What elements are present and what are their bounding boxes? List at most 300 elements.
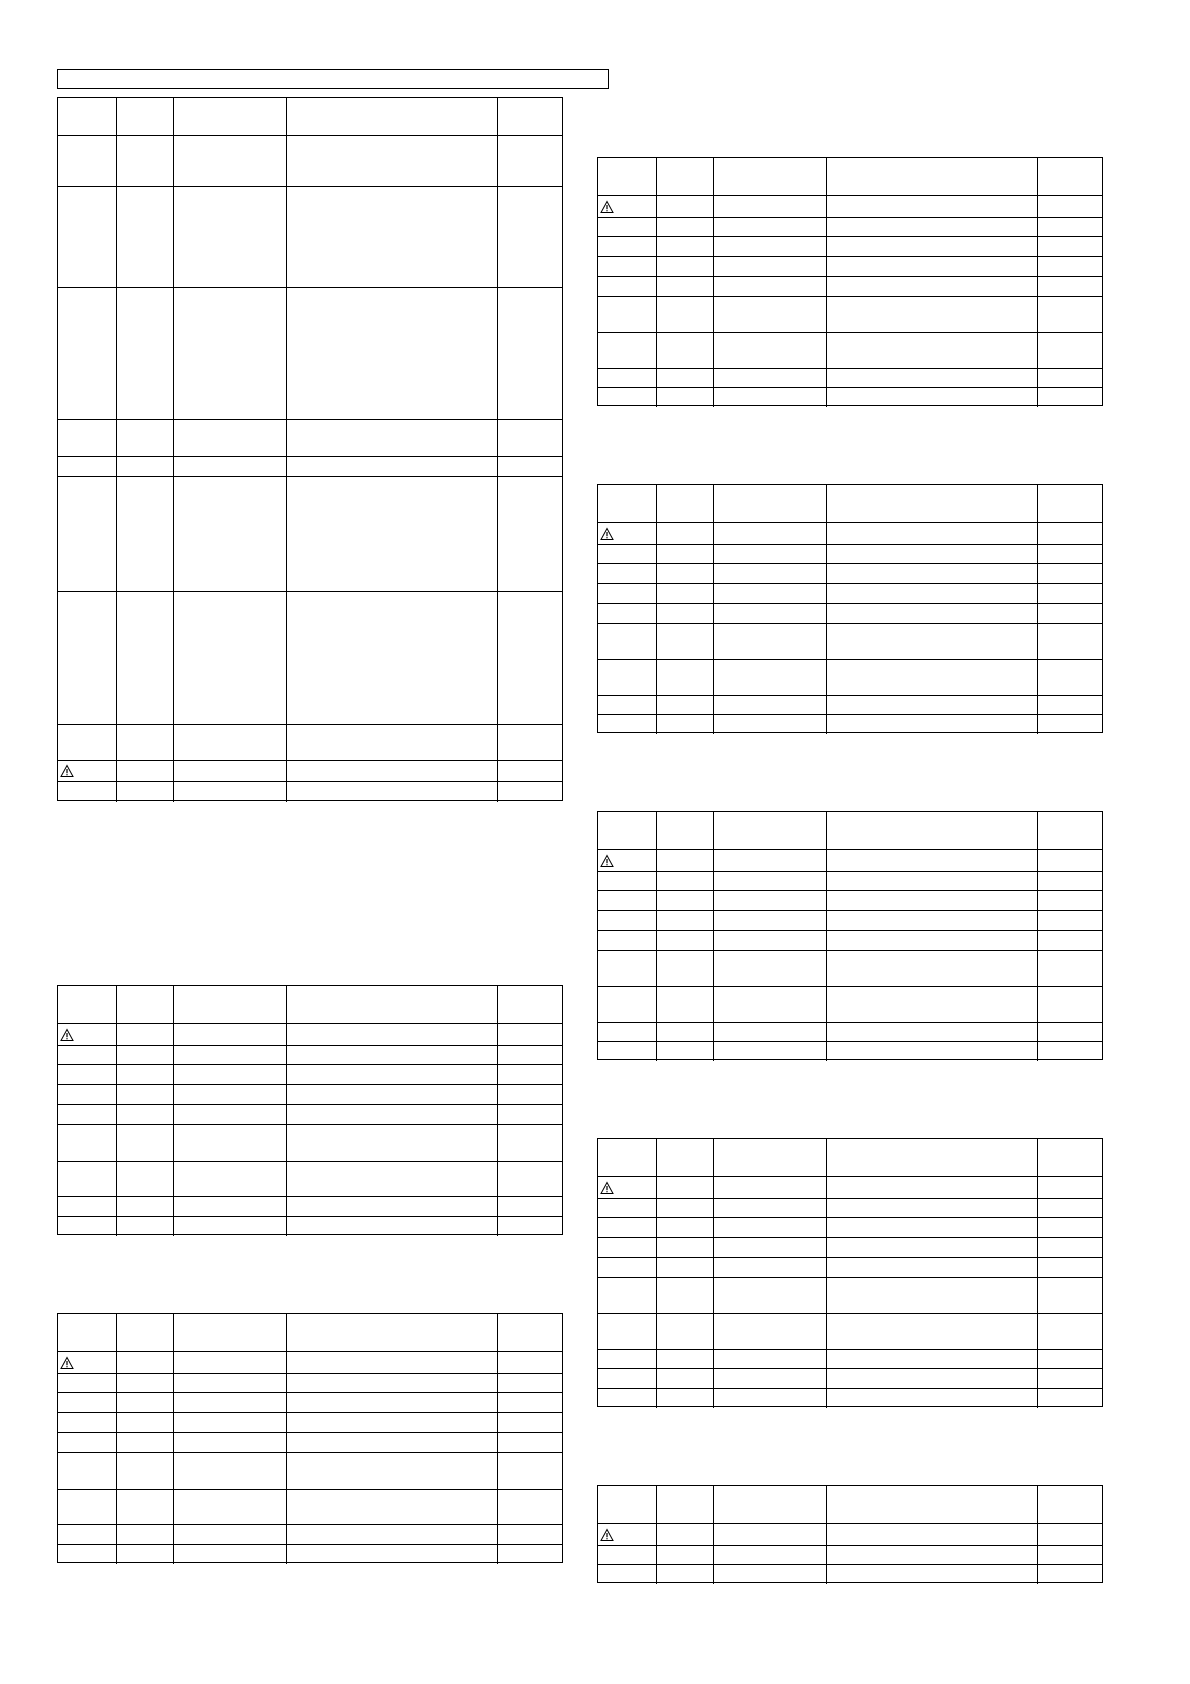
cell-col-4 bbox=[826, 951, 1037, 986]
cell-col-1 bbox=[58, 1374, 116, 1392]
cell-col-1 bbox=[598, 1369, 656, 1388]
cell-col-1 bbox=[598, 545, 656, 563]
cell-col-4 bbox=[286, 1046, 497, 1064]
header-cell-3 bbox=[713, 1139, 827, 1176]
cell-col-2 bbox=[656, 1199, 713, 1217]
cell-col-1 bbox=[598, 277, 656, 296]
cell-col-1 bbox=[58, 1433, 116, 1452]
cell-col-4 bbox=[826, 545, 1037, 563]
table-row bbox=[598, 1041, 1102, 1061]
table-row bbox=[598, 910, 1102, 930]
cell-col-1 bbox=[58, 1352, 116, 1373]
table-row bbox=[58, 1084, 562, 1104]
cell-col-1 bbox=[598, 218, 656, 236]
cell-col-2 bbox=[116, 1046, 173, 1064]
table-row bbox=[58, 1373, 562, 1392]
cell-col-3 bbox=[713, 624, 827, 659]
table-row bbox=[58, 1023, 562, 1045]
header-cell-5 bbox=[1037, 1139, 1102, 1176]
cell-col-1 bbox=[598, 564, 656, 583]
table-header-row bbox=[58, 1314, 562, 1351]
cell-col-5 bbox=[497, 1105, 562, 1124]
cell-col-2 bbox=[656, 850, 713, 871]
cell-col-2 bbox=[656, 715, 713, 734]
cell-col-2 bbox=[656, 624, 713, 659]
table-row bbox=[598, 930, 1102, 950]
cell-col-4 bbox=[826, 1524, 1037, 1545]
cell-col-1 bbox=[598, 850, 656, 871]
cell-col-3 bbox=[173, 187, 287, 287]
parts-table bbox=[597, 1485, 1103, 1583]
cell-col-1 bbox=[598, 1565, 656, 1584]
cell-col-5 bbox=[497, 136, 562, 186]
cell-col-4 bbox=[286, 1413, 497, 1432]
cell-col-5 bbox=[497, 1197, 562, 1216]
table-row bbox=[58, 724, 562, 760]
cell-col-2 bbox=[116, 1024, 173, 1045]
cell-col-2 bbox=[656, 237, 713, 256]
cell-col-1 bbox=[598, 388, 656, 407]
cell-col-5 bbox=[1037, 951, 1102, 986]
table-row bbox=[598, 1022, 1102, 1041]
cell-col-2 bbox=[116, 1085, 173, 1104]
cell-col-5 bbox=[497, 1046, 562, 1064]
cell-col-3 bbox=[713, 696, 827, 714]
cell-col-4 bbox=[826, 624, 1037, 659]
header-cell-2 bbox=[116, 1314, 173, 1351]
cell-col-2 bbox=[116, 1125, 173, 1161]
cell-col-2 bbox=[656, 1177, 713, 1198]
cell-col-5 bbox=[1037, 850, 1102, 871]
cell-col-4 bbox=[826, 297, 1037, 332]
header-cell-2 bbox=[656, 1486, 713, 1523]
cell-col-4 bbox=[826, 564, 1037, 583]
cell-col-3 bbox=[173, 1453, 287, 1489]
cell-col-3 bbox=[713, 584, 827, 603]
parts-table bbox=[57, 97, 563, 801]
cell-col-5 bbox=[1037, 584, 1102, 603]
cell-col-5 bbox=[1037, 696, 1102, 714]
cell-col-4 bbox=[826, 523, 1037, 544]
cell-col-3 bbox=[713, 1023, 827, 1041]
cell-col-1 bbox=[58, 288, 116, 419]
table-row bbox=[58, 591, 562, 724]
header-cell-5 bbox=[1037, 812, 1102, 849]
header-cell-3 bbox=[713, 158, 827, 195]
cell-col-2 bbox=[116, 1374, 173, 1392]
cell-col-1 bbox=[598, 1350, 656, 1368]
cell-col-5 bbox=[1037, 604, 1102, 623]
header-cell-3 bbox=[173, 1314, 287, 1351]
header-cell-1 bbox=[58, 1314, 116, 1351]
header-cell-4 bbox=[286, 98, 497, 135]
cell-col-5 bbox=[497, 1545, 562, 1564]
cell-col-3 bbox=[713, 1218, 827, 1237]
cell-col-5 bbox=[497, 1525, 562, 1544]
cell-col-2 bbox=[656, 660, 713, 695]
cell-col-3 bbox=[713, 388, 827, 407]
table-row bbox=[598, 217, 1102, 236]
cell-col-3 bbox=[713, 1238, 827, 1257]
header-cell-1 bbox=[598, 1139, 656, 1176]
header-cell-1 bbox=[598, 1486, 656, 1523]
cell-col-3 bbox=[713, 872, 827, 890]
cell-col-5 bbox=[1037, 1524, 1102, 1545]
cell-col-4 bbox=[826, 1238, 1037, 1257]
cell-col-2 bbox=[116, 1065, 173, 1084]
table-row bbox=[598, 986, 1102, 1022]
cell-col-2 bbox=[116, 457, 173, 476]
cell-col-3 bbox=[713, 1314, 827, 1349]
cell-col-4 bbox=[286, 761, 497, 781]
cell-col-2 bbox=[656, 951, 713, 986]
cell-col-3 bbox=[173, 457, 287, 476]
cell-col-4 bbox=[826, 196, 1037, 217]
cell-col-3 bbox=[173, 725, 287, 760]
table-row bbox=[58, 781, 562, 802]
parts-table bbox=[597, 811, 1103, 1060]
cell-col-2 bbox=[656, 369, 713, 387]
warning-triangle-icon bbox=[600, 1528, 614, 1541]
cell-col-4 bbox=[826, 1565, 1037, 1584]
table-row bbox=[598, 659, 1102, 695]
cell-col-2 bbox=[656, 1314, 713, 1349]
cell-col-4 bbox=[286, 477, 497, 591]
cell-col-4 bbox=[826, 850, 1037, 871]
table-row bbox=[598, 1198, 1102, 1217]
cell-col-4 bbox=[826, 872, 1037, 890]
parts-table bbox=[57, 1313, 563, 1563]
cell-col-2 bbox=[656, 196, 713, 217]
cell-col-5 bbox=[1037, 297, 1102, 332]
table-row bbox=[58, 1392, 562, 1412]
cell-col-2 bbox=[116, 1217, 173, 1236]
cell-col-5 bbox=[1037, 987, 1102, 1022]
cell-col-2 bbox=[656, 1565, 713, 1584]
table-row bbox=[598, 1237, 1102, 1257]
cell-col-1 bbox=[598, 196, 656, 217]
header-cell-4 bbox=[826, 1139, 1037, 1176]
header-cell-5 bbox=[497, 98, 562, 135]
table-row bbox=[58, 760, 562, 781]
cell-col-2 bbox=[116, 1525, 173, 1544]
cell-col-4 bbox=[826, 1314, 1037, 1349]
warning-triangle-icon bbox=[600, 200, 614, 213]
table-row bbox=[58, 1064, 562, 1084]
cell-col-1 bbox=[58, 725, 116, 760]
cell-col-3 bbox=[713, 237, 827, 256]
cell-col-5 bbox=[497, 1352, 562, 1373]
cell-col-3 bbox=[713, 1350, 827, 1368]
cell-col-1 bbox=[598, 1042, 656, 1061]
cell-col-2 bbox=[656, 297, 713, 332]
header-cell-4 bbox=[826, 158, 1037, 195]
table-row bbox=[58, 1351, 562, 1373]
table-row bbox=[58, 1124, 562, 1161]
cell-col-2 bbox=[116, 761, 173, 781]
cell-col-3 bbox=[713, 931, 827, 950]
table-row bbox=[598, 950, 1102, 986]
cell-col-4 bbox=[826, 584, 1037, 603]
cell-col-2 bbox=[116, 782, 173, 802]
cell-col-1 bbox=[598, 624, 656, 659]
table-row bbox=[598, 1388, 1102, 1408]
cell-col-3 bbox=[173, 1413, 287, 1432]
header-cell-5 bbox=[497, 986, 562, 1023]
table-row bbox=[598, 1349, 1102, 1368]
page-title-box bbox=[57, 69, 609, 89]
cell-col-3 bbox=[713, 1278, 827, 1313]
cell-col-3 bbox=[713, 1042, 827, 1061]
warning-triangle-icon bbox=[60, 765, 74, 778]
cell-col-2 bbox=[656, 931, 713, 950]
cell-col-4 bbox=[826, 1546, 1037, 1564]
cell-col-5 bbox=[1037, 1258, 1102, 1277]
cell-col-5 bbox=[497, 761, 562, 781]
cell-col-5 bbox=[497, 1065, 562, 1084]
cell-col-5 bbox=[1037, 931, 1102, 950]
cell-col-5 bbox=[1037, 624, 1102, 659]
cell-col-2 bbox=[656, 545, 713, 563]
cell-col-4 bbox=[826, 715, 1037, 734]
cell-col-3 bbox=[713, 604, 827, 623]
cell-col-1 bbox=[598, 369, 656, 387]
cell-col-1 bbox=[58, 1162, 116, 1196]
cell-col-2 bbox=[116, 1105, 173, 1124]
cell-col-4 bbox=[286, 1433, 497, 1452]
cell-col-5 bbox=[497, 725, 562, 760]
cell-col-2 bbox=[656, 564, 713, 583]
table-row bbox=[598, 871, 1102, 890]
cell-col-4 bbox=[286, 1525, 497, 1544]
cell-col-5 bbox=[1037, 1023, 1102, 1041]
cell-col-4 bbox=[286, 1490, 497, 1524]
table-header-row bbox=[598, 158, 1102, 195]
cell-col-5 bbox=[1037, 1042, 1102, 1061]
cell-col-1 bbox=[598, 257, 656, 276]
cell-col-4 bbox=[826, 604, 1037, 623]
cell-col-1 bbox=[598, 1546, 656, 1564]
table-row bbox=[58, 476, 562, 591]
cell-col-3 bbox=[713, 1258, 827, 1277]
cell-col-4 bbox=[826, 1023, 1037, 1041]
cell-col-3 bbox=[173, 1490, 287, 1524]
table-row bbox=[598, 1217, 1102, 1237]
cell-col-5 bbox=[497, 1217, 562, 1236]
cell-col-4 bbox=[826, 931, 1037, 950]
cell-col-1 bbox=[598, 951, 656, 986]
cell-col-3 bbox=[713, 1524, 827, 1545]
header-cell-2 bbox=[656, 485, 713, 522]
cell-col-5 bbox=[1037, 1350, 1102, 1368]
cell-col-5 bbox=[497, 782, 562, 802]
cell-col-2 bbox=[116, 1545, 173, 1564]
header-cell-3 bbox=[173, 98, 287, 135]
cell-col-2 bbox=[656, 277, 713, 296]
cell-col-3 bbox=[173, 288, 287, 419]
cell-col-3 bbox=[713, 257, 827, 276]
cell-col-4 bbox=[286, 1197, 497, 1216]
cell-col-1 bbox=[598, 1218, 656, 1237]
parts-table bbox=[597, 1138, 1103, 1407]
cell-col-2 bbox=[656, 1238, 713, 1257]
cell-col-5 bbox=[497, 1374, 562, 1392]
cell-col-5 bbox=[1037, 1218, 1102, 1237]
cell-col-2 bbox=[656, 604, 713, 623]
cell-col-5 bbox=[1037, 1278, 1102, 1313]
cell-col-5 bbox=[497, 1162, 562, 1196]
cell-col-4 bbox=[826, 1042, 1037, 1061]
table-row bbox=[58, 1196, 562, 1216]
cell-col-5 bbox=[1037, 545, 1102, 563]
header-cell-3 bbox=[713, 485, 827, 522]
cell-col-3 bbox=[173, 1217, 287, 1236]
header-cell-1 bbox=[58, 986, 116, 1023]
cell-col-5 bbox=[497, 1125, 562, 1161]
cell-col-4 bbox=[286, 1125, 497, 1161]
cell-col-2 bbox=[656, 388, 713, 407]
cell-col-4 bbox=[286, 1352, 497, 1373]
cell-col-5 bbox=[1037, 564, 1102, 583]
cell-col-3 bbox=[173, 1085, 287, 1104]
cell-col-1 bbox=[598, 1177, 656, 1198]
table-row bbox=[58, 1489, 562, 1524]
table-row bbox=[58, 419, 562, 456]
table-header-row bbox=[598, 1486, 1102, 1523]
cell-col-1 bbox=[58, 1393, 116, 1412]
cell-col-3 bbox=[173, 782, 287, 802]
warning-triangle-icon bbox=[600, 527, 614, 540]
cell-col-4 bbox=[286, 420, 497, 456]
warning-triangle-icon bbox=[600, 854, 614, 867]
cell-col-1 bbox=[598, 1023, 656, 1041]
cell-col-4 bbox=[826, 987, 1037, 1022]
cell-col-3 bbox=[713, 333, 827, 368]
table-row bbox=[58, 186, 562, 287]
table-row bbox=[58, 135, 562, 186]
table-row bbox=[598, 522, 1102, 544]
cell-col-2 bbox=[656, 911, 713, 930]
cell-col-3 bbox=[713, 1177, 827, 1198]
table-row bbox=[58, 1452, 562, 1489]
header-cell-3 bbox=[173, 986, 287, 1023]
cell-col-5 bbox=[497, 477, 562, 591]
cell-col-1 bbox=[58, 1046, 116, 1064]
cell-col-2 bbox=[116, 1453, 173, 1489]
cell-col-3 bbox=[173, 1352, 287, 1373]
cell-col-4 bbox=[826, 277, 1037, 296]
cell-col-5 bbox=[1037, 237, 1102, 256]
cell-col-4 bbox=[826, 218, 1037, 236]
cell-col-2 bbox=[116, 1197, 173, 1216]
warning-triangle-icon bbox=[60, 1356, 74, 1369]
cell-col-1 bbox=[58, 1065, 116, 1084]
table-row bbox=[58, 1524, 562, 1544]
cell-col-4 bbox=[286, 288, 497, 419]
cell-col-4 bbox=[286, 1453, 497, 1489]
cell-col-3 bbox=[173, 136, 287, 186]
parts-table bbox=[57, 985, 563, 1235]
table-row bbox=[598, 1277, 1102, 1313]
cell-col-2 bbox=[656, 523, 713, 544]
cell-col-2 bbox=[656, 1350, 713, 1368]
header-cell-1 bbox=[598, 158, 656, 195]
cell-col-3 bbox=[173, 1525, 287, 1544]
cell-col-4 bbox=[286, 1105, 497, 1124]
cell-col-1 bbox=[598, 1278, 656, 1313]
table-header-row bbox=[598, 485, 1102, 522]
table-row bbox=[58, 1432, 562, 1452]
cell-col-1 bbox=[598, 911, 656, 930]
header-cell-4 bbox=[826, 1486, 1037, 1523]
header-cell-4 bbox=[826, 812, 1037, 849]
table-row bbox=[58, 1104, 562, 1124]
table-header-row bbox=[58, 98, 562, 135]
cell-col-4 bbox=[826, 1278, 1037, 1313]
cell-col-5 bbox=[1037, 1238, 1102, 1257]
header-cell-5 bbox=[1037, 485, 1102, 522]
cell-col-4 bbox=[826, 1199, 1037, 1217]
header-cell-1 bbox=[598, 485, 656, 522]
cell-col-5 bbox=[1037, 523, 1102, 544]
cell-col-4 bbox=[826, 891, 1037, 910]
warning-triangle-icon bbox=[60, 1028, 74, 1041]
table-row bbox=[58, 1412, 562, 1432]
cell-col-1 bbox=[58, 1545, 116, 1564]
table-row bbox=[598, 387, 1102, 407]
cell-col-3 bbox=[713, 369, 827, 387]
cell-col-4 bbox=[826, 1369, 1037, 1388]
cell-col-3 bbox=[173, 477, 287, 591]
cell-col-5 bbox=[497, 187, 562, 287]
cell-col-4 bbox=[826, 237, 1037, 256]
cell-col-2 bbox=[116, 1490, 173, 1524]
cell-col-4 bbox=[286, 1545, 497, 1564]
cell-col-4 bbox=[286, 1085, 497, 1104]
cell-col-5 bbox=[1037, 388, 1102, 407]
cell-col-5 bbox=[1037, 660, 1102, 695]
cell-col-1 bbox=[58, 477, 116, 591]
cell-col-2 bbox=[116, 725, 173, 760]
cell-col-2 bbox=[656, 1389, 713, 1408]
cell-col-1 bbox=[598, 660, 656, 695]
cell-col-3 bbox=[713, 1546, 827, 1564]
header-cell-1 bbox=[598, 812, 656, 849]
parts-table bbox=[597, 157, 1103, 406]
cell-col-1 bbox=[598, 987, 656, 1022]
cell-col-2 bbox=[656, 333, 713, 368]
cell-col-1 bbox=[598, 1389, 656, 1408]
cell-col-1 bbox=[598, 333, 656, 368]
cell-col-1 bbox=[58, 1490, 116, 1524]
cell-col-3 bbox=[173, 1024, 287, 1045]
cell-col-5 bbox=[497, 1490, 562, 1524]
cell-col-1 bbox=[598, 523, 656, 544]
table-row bbox=[598, 890, 1102, 910]
table-header-row bbox=[58, 986, 562, 1023]
cell-col-4 bbox=[286, 725, 497, 760]
warning-triangle-icon bbox=[600, 1181, 614, 1194]
cell-col-5 bbox=[497, 592, 562, 724]
cell-col-1 bbox=[598, 891, 656, 910]
cell-col-4 bbox=[286, 187, 497, 287]
cell-col-2 bbox=[116, 1393, 173, 1412]
cell-col-5 bbox=[497, 1433, 562, 1452]
table-row bbox=[58, 1216, 562, 1236]
cell-col-1 bbox=[598, 715, 656, 734]
cell-col-1 bbox=[598, 297, 656, 332]
cell-col-1 bbox=[598, 1524, 656, 1545]
